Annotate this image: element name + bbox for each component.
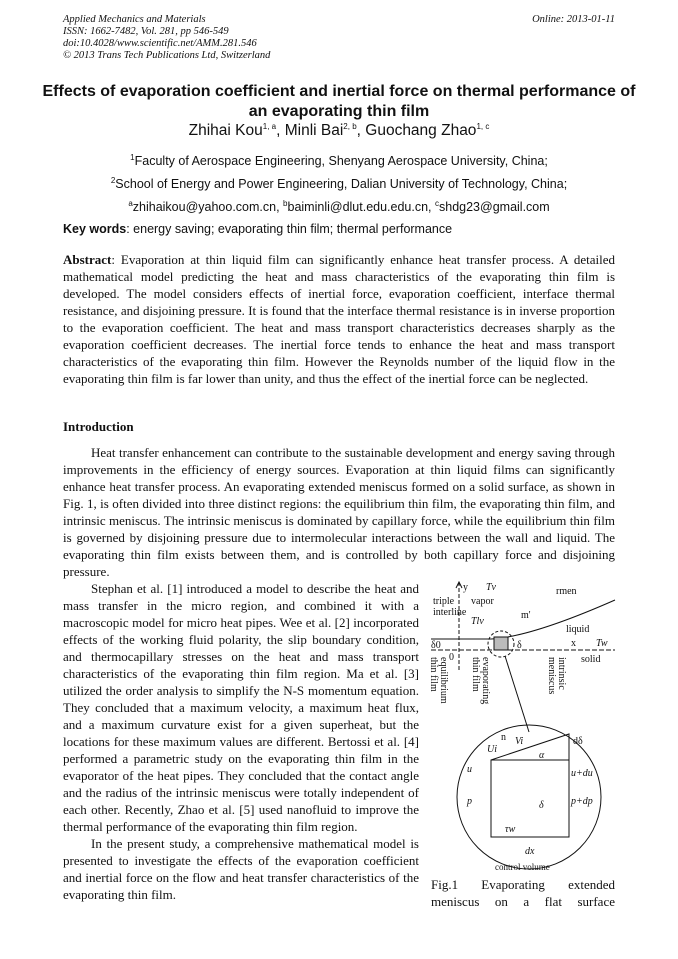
introduction-body: [63, 444, 615, 912]
svg-text:dδ: dδ: [573, 736, 583, 747]
svg-text:δ: δ: [539, 800, 544, 811]
svg-text:δ0: δ0: [431, 640, 441, 651]
author-sup: 2, b: [343, 122, 357, 131]
svg-text:triple: triple: [433, 596, 455, 607]
svg-text:n: n: [501, 732, 506, 743]
svg-text:α: α: [539, 750, 545, 761]
email[interactable]: zhihaikou@yahoo.com.cn,: [132, 200, 284, 215]
journal-name: Applied Mechanics and Materials: [63, 14, 206, 25]
paragraph: Heat transfer enhancement can contribute to the sustainable development and energy saving through improvements in the efficiency of energy sources. Evaporation at thin liquid films can significantly enhance heat transfer process. An evaporating extended meniscus formed on a solid surface, as shown in Fig. 1, is often divided into three distinct regions: the equilibrium thin film, the evaporating thin film, and intrinsic meniscus. The intrinsic meniscus is dominated by capillary force, while the equilibrium thin film is governed by disjoining pressure due to intermolecular interactions between the wall and liquid. The evaporating thin film exists between them, and is controlled by both capillary force and disjoining pressure.: [63, 445, 615, 579]
svg-text:p: p: [467, 796, 472, 807]
svg-text:liquid: liquid: [566, 624, 590, 635]
abstract: Abstract: Evaporation at thin liquid film can significantly enhance heat transfer process. A detailed mathematical model predicting the heat and mass characteristics of the evaporating thin film is developed. The model considers effects of inertial force, evaporation coefficient, interface thermal resistance, and disjoining pressure. It is found that the interface thermal resistance is in inverse proportion to the evaporation coefficient. The heat and mass transport characteristics decreases sharply as the evaporation coefficient decreases. The inertial force tends to enhance the heat and mass transport characteristics of the evaporating thin film. However the Reynolds number of the liquid flow in the evaporating thin film is far lower than unity, and thus the effect of the inertial force can be neglected.: [63, 252, 615, 386]
svg-text:dx: dx: [525, 846, 535, 857]
paper-title: Effects of evaporation coefficient and inertial force on thermal performance of an evaporating thin film: [42, 83, 636, 120]
svg-text:δ: δ: [517, 640, 522, 651]
email[interactable]: baiminli@dlut.edu.edu.cn,: [287, 200, 435, 215]
svg-text:rmen: rmen: [556, 586, 577, 597]
paragraph: In the present study, a comprehensive mathematical model is presented to investigate the effects of the evaporation coefficient and inertial force on the flow and heat transfer characteristics of the evaporating thin film.: [63, 836, 419, 902]
figure-caption: Fig.1 Evaporating extended meniscus on a flat surface: [431, 877, 615, 909]
svg-text:u: u: [467, 764, 472, 775]
online-date: Online: 2013-01-11: [532, 14, 615, 25]
svg-text:u+du: u+du: [571, 768, 593, 779]
svg-text:x: x: [571, 638, 576, 649]
svg-text:evaporating: evaporating: [480, 657, 491, 705]
svg-text:Vi: Vi: [515, 736, 524, 747]
meniscus-diagram: [428, 582, 615, 872]
section-heading: Introduction: [63, 419, 134, 434]
keywords: Key words: energy saving; evaporating thin film; thermal performance: [63, 222, 453, 236]
author-sup: 1, c: [476, 122, 490, 131]
affiliations: [40, 148, 638, 217]
svg-text:control volume: control volume: [495, 862, 550, 872]
author: Guochang Zhao: [365, 122, 477, 140]
svg-text:meniscus: meniscus: [546, 657, 557, 695]
issn: ISSN: 1662-7482, Vol. 281, pp 546-549: [63, 26, 229, 37]
author: Zhihai Kou: [188, 122, 263, 140]
svg-text:0: 0: [449, 652, 454, 663]
email[interactable]: shdg23@gmail.com: [439, 200, 550, 215]
svg-text:y: y: [463, 582, 468, 593]
figure-1: [428, 582, 615, 912]
author: Minli Bai: [284, 122, 344, 140]
svg-text:Tw: Tw: [596, 638, 608, 649]
authors: Zhihai Kou$^{1, a}$, Minli Bai$^{2, b}$, Guochang Zhao$^{1, c}$: [188, 122, 490, 140]
emails: $^a$zhihaikou@yahoo.com.cn, $^b$baiminli@dlut.edu.edu.cn, $^c$shdg23@gmail.com: [128, 199, 550, 215]
svg-text:Ui: Ui: [487, 744, 497, 755]
svg-text:thin film: thin film: [428, 657, 439, 692]
svg-text:m': m': [521, 610, 531, 621]
author-sup: 1, a: [262, 122, 277, 131]
svg-text:vapor: vapor: [471, 596, 494, 607]
svg-text:interline: interline: [433, 607, 467, 618]
copyright: © 2013 Trans Tech Publications Ltd, Switzerland: [63, 50, 271, 61]
svg-text:solid: solid: [581, 654, 601, 665]
paragraph: Stephan et al. [1] introduced a model to describe the heat and mass transfer in the micro region, and combined it with a macroscopic model for micro heat pipes. Wee et al. [2] incorporated effects of the working fluid polarity, the slip boundary condition, and thermocapillary stresses on the heat and mass transport characteristics of the evaporating thin film region. Ma et al. [3] utilized the order analysis to simplify the N-S momentum equation. They concluded that a maximum velocity, a maximum heat flux, and a maximum curvature exist for a given superheat, but the locations for these maximum values are different. Bertossi et al. [4] performed a parametric study on the evaporating thin film in the evaporator of the heat pipes. They concluded that the contact angle and the radius of the intrinsic meniscus were totally independent of each other. Recently, Zhao et al. [5] used nanofluid to improve the thermal performance of the evaporating thin film region.: [63, 581, 419, 834]
svg-text:Tlv: Tlv: [471, 616, 484, 627]
svg-text:equilibrium: equilibrium: [438, 657, 449, 704]
svg-text:thin film: thin film: [470, 657, 481, 692]
affiliation: $^1$Faculty of Aerospace Engineering, Shenyang Aerospace University, China;: [130, 153, 548, 169]
journal-header: [63, 14, 270, 62]
svg-text:Tv: Tv: [486, 582, 496, 593]
svg-text:τw: τw: [505, 824, 516, 835]
svg-text:p+dp: p+dp: [571, 796, 593, 807]
svg-text:intrinsic: intrinsic: [556, 657, 567, 690]
doi: doi:10.4028/www.scientific.net/AMM.281.546: [63, 38, 257, 49]
affiliation: $^2$School of Energy and Power Engineering, Dalian University of Technology, China;: [110, 176, 568, 192]
